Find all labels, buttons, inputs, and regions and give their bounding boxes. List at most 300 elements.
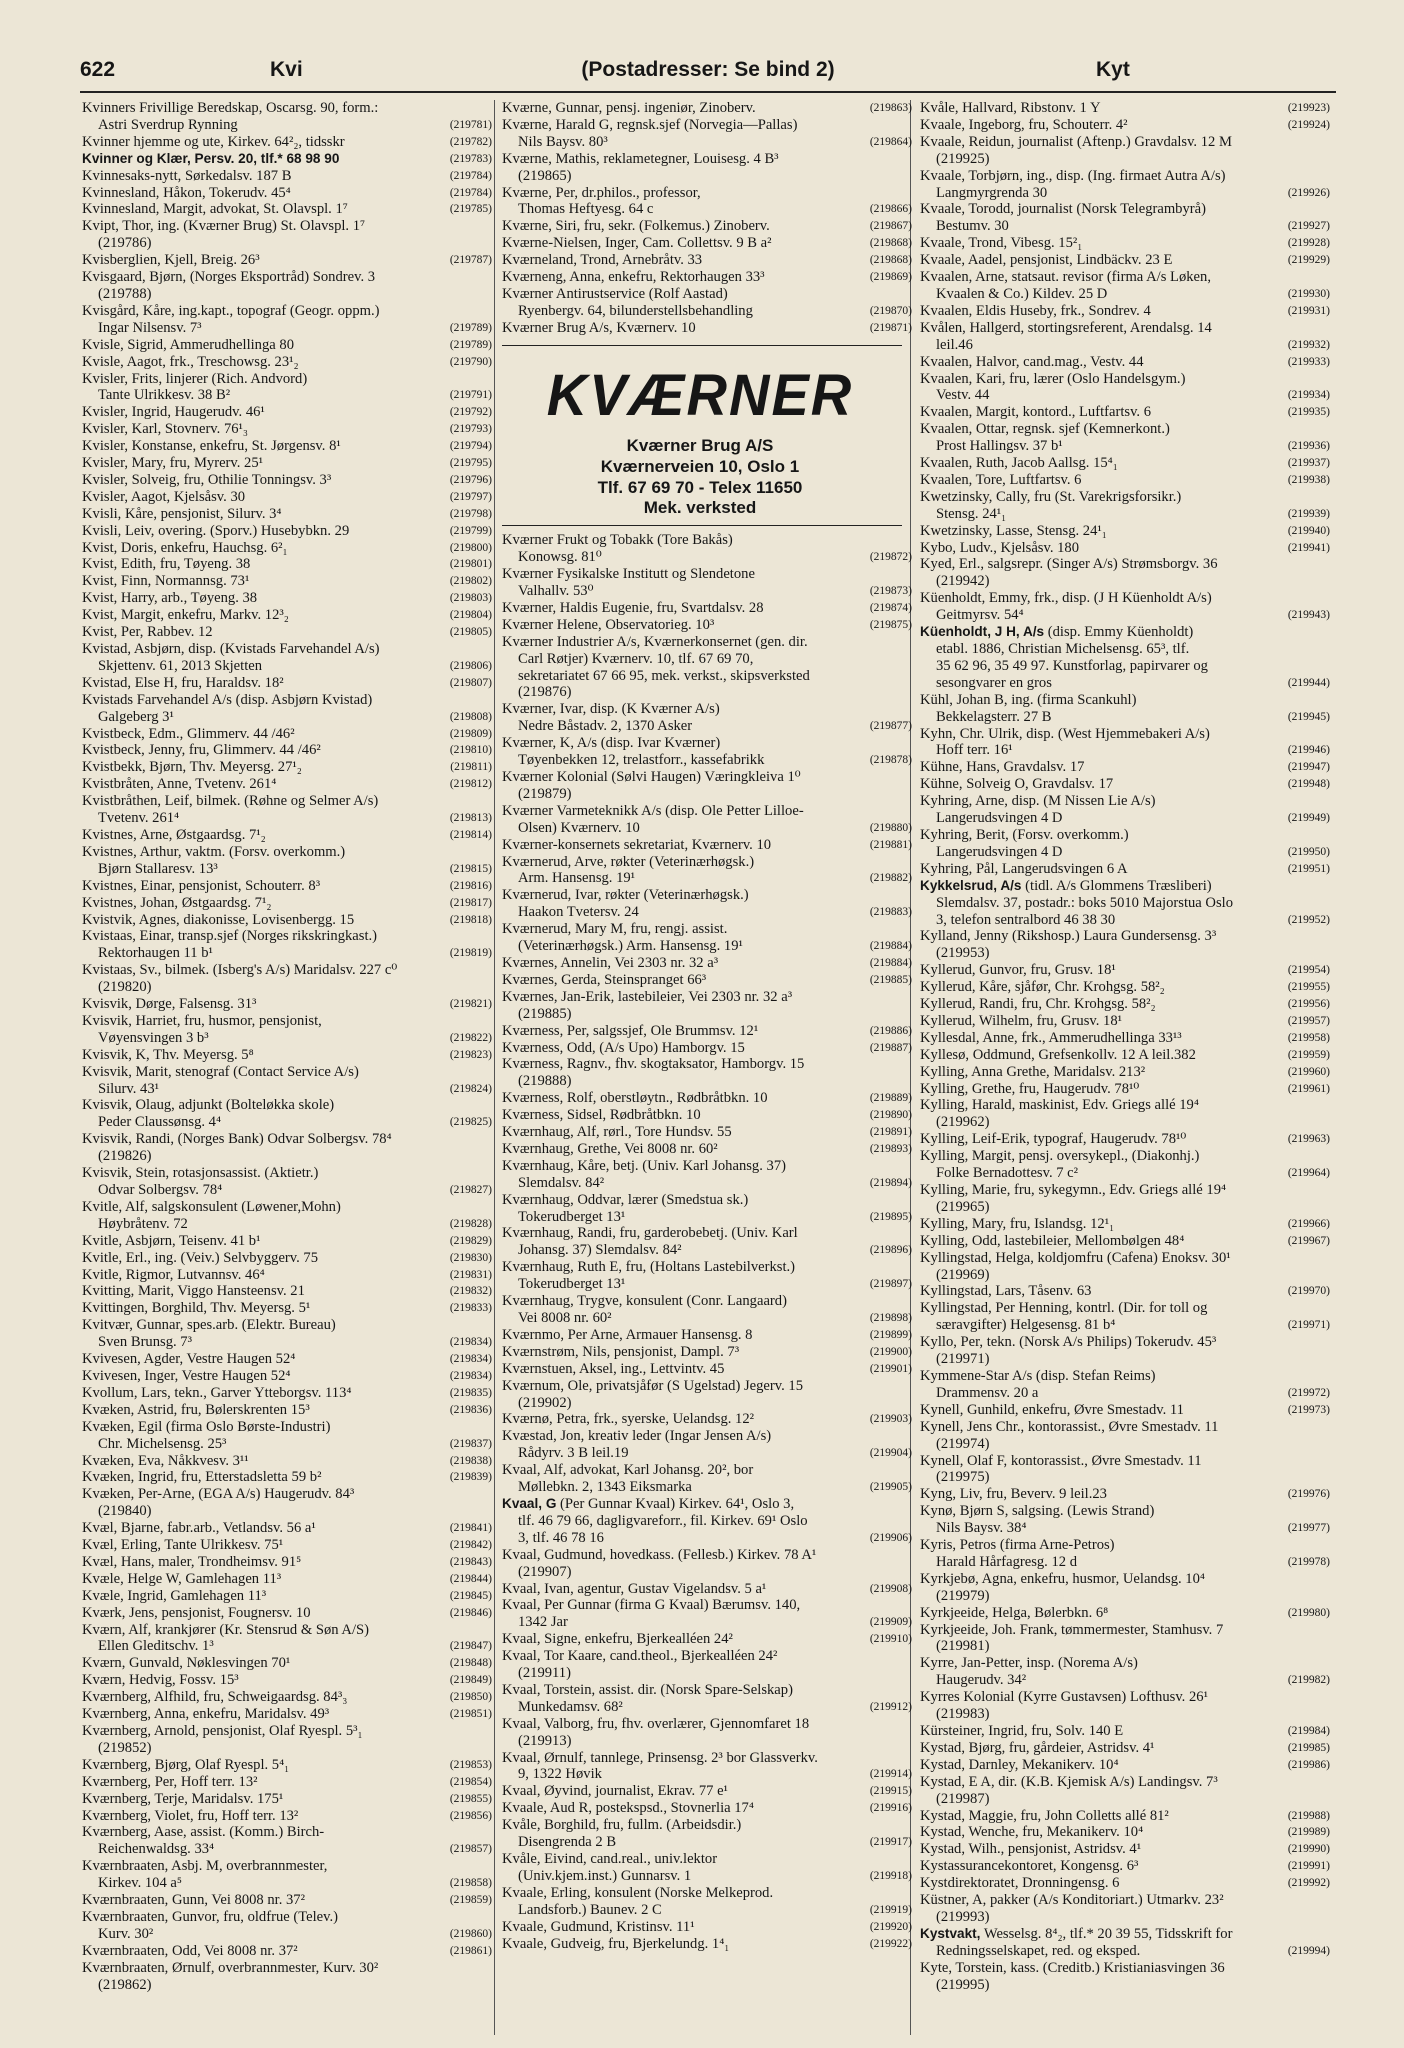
listing-entry bbox=[82, 168, 492, 185]
listing-text: Kvist, Edith, fru, Tøyeng. 38 bbox=[82, 556, 251, 573]
listing-entry bbox=[502, 955, 912, 972]
listing-continuation bbox=[502, 1175, 912, 1192]
listing-text: Kværnerud, Mary M, fru, rengj. assist. bbox=[502, 921, 728, 938]
listing-text: Kyllesdal, Anne, frk., Ammerudhellinga 33¹³ bbox=[920, 1029, 1182, 1046]
listing-text: Kværnes, Gerda, Steinspranget 66³ bbox=[502, 971, 707, 988]
listing-continuation bbox=[82, 1926, 492, 1943]
listing-number: (219899) bbox=[869, 1328, 912, 1341]
listing-entry bbox=[920, 979, 1330, 996]
listing-entry bbox=[920, 1808, 1330, 1825]
listing-text: (219979) bbox=[936, 1587, 990, 1604]
listing-text: Küstner, A, pakker (A/s Konditoriart.) Utmarkv. 23² bbox=[920, 1892, 1224, 1909]
listing-text: Kvitle, Alf, salgskonsulent (Løwener,Mohn) bbox=[82, 1198, 341, 1215]
column-3 bbox=[920, 100, 1330, 2030]
listing-number: (219904) bbox=[869, 1447, 912, 1460]
listing-entry bbox=[502, 701, 912, 718]
listing-text: Kyhn, Chr. Ulrik, disp. (West Hjemmebakeri A/s) bbox=[920, 725, 1210, 742]
listing-entry bbox=[502, 769, 912, 786]
listing-text: (219865) bbox=[518, 167, 572, 184]
listing-text: (219975) bbox=[936, 1469, 990, 1486]
listing-number: (219799) bbox=[449, 524, 492, 537]
listing-text: sesongvarer en gros bbox=[936, 674, 1052, 691]
listing-number: (219908) bbox=[869, 1582, 912, 1595]
listing-continuation bbox=[82, 658, 492, 675]
listing-entry bbox=[920, 1723, 1330, 1740]
listing-text: Rådyrv. 3 B leil.19 bbox=[518, 1445, 629, 1462]
listing-number: (219873) bbox=[869, 585, 912, 598]
listing-entry bbox=[502, 1682, 912, 1699]
listing-entry bbox=[920, 1486, 1330, 1503]
listing-number: (219801) bbox=[449, 558, 492, 571]
listing-text: Kvist, Doris, enkefru, Hauchsg. 6²₁ bbox=[82, 539, 288, 556]
listing-text: Kvaale, Gudveig, fru, Bjerkelundg. 1⁴₁ bbox=[502, 1935, 730, 1952]
listing-continuation bbox=[502, 168, 912, 185]
listing-text: Langerudsvingen 4 D bbox=[936, 843, 1063, 860]
listing-entry bbox=[502, 151, 912, 168]
listing-number: (219802) bbox=[449, 575, 492, 588]
listing-text: Kvistnes, Arne, Østgaardsg. 7¹₂ bbox=[82, 826, 266, 843]
listing-text: Kvaal, Torstein, assist. dir. (Norsk Spare-Selskap) bbox=[502, 1681, 793, 1698]
listing-continuation bbox=[502, 1479, 912, 1496]
header-right-word: Kyt bbox=[1096, 58, 1130, 81]
listing-text: Tokerudberget 13¹ bbox=[518, 1208, 626, 1225]
listing-text: Kvist, Margit, enkefru, Markv. 12³₂ bbox=[82, 607, 289, 624]
listing-text: Kvivesen, Inger, Vestre Haugen 52⁴ bbox=[82, 1367, 291, 1384]
listing-entry bbox=[82, 793, 492, 810]
listing-continuation bbox=[920, 1351, 1330, 1368]
listing-number: (219906) bbox=[869, 1531, 912, 1544]
listing-number: (219806) bbox=[449, 659, 492, 672]
listing-entry bbox=[82, 100, 492, 117]
listing-entry bbox=[82, 1385, 492, 1402]
listing-text: Küenholdt, Emmy, frk., disp. (J H Küenholdt A/s) bbox=[920, 590, 1212, 607]
listing-entry bbox=[920, 1453, 1330, 1470]
listing-number: (219973) bbox=[1287, 1403, 1330, 1416]
listing-entry bbox=[82, 996, 492, 1013]
listing-text: Kyllerud, Wilhelm, fru, Grusv. 18¹ bbox=[920, 1012, 1122, 1029]
listing-text: Kvistnes, Einar, pensjonist, Schouterr. 8³ bbox=[82, 877, 321, 894]
listing-text: Tøyenbekken 12, trelastforr., kassefabrikk bbox=[518, 752, 765, 769]
listing-entry bbox=[82, 1402, 492, 1419]
listing-continuation bbox=[920, 1317, 1330, 1334]
listing-text: Kvistads Farvehandel A/s (disp. Asbjørn Kvistad) bbox=[82, 691, 373, 708]
listing-text: Slemdalsv. 37, postadr.: boks 5010 Majorstua Oslo bbox=[936, 894, 1233, 911]
listing-text: Kværnum, Ole, privatsjåfør (S Ugelstad) Jegerv. 15 bbox=[502, 1377, 803, 1394]
listing-entry bbox=[920, 1689, 1330, 1706]
listing-text: Kværnhaug, Grethe, Vei 8008 nr. 60² bbox=[502, 1140, 718, 1157]
listing-entry bbox=[920, 455, 1330, 472]
listing-continuation bbox=[920, 641, 1330, 658]
listing-text: Kystvakt, Wesselsg. 8⁴₂, tlf.* 20 39 55, Tidsskrift for bbox=[920, 1925, 1233, 1942]
listing-text: Kvaale, Ingeborg, fru, Schouterr. 4² bbox=[920, 116, 1128, 133]
listing-text: Sven Brunsg. 7³ bbox=[98, 1334, 192, 1351]
listing-continuation bbox=[920, 1977, 1330, 1994]
listing-number: (219878) bbox=[869, 754, 912, 767]
listing-text: Kværnberg, Anna, enkefru, Maridalsv. 49³ bbox=[82, 1706, 330, 1723]
listing-text: (219911) bbox=[518, 1665, 571, 1682]
listing-entry bbox=[920, 1926, 1330, 1943]
listing-text: Høybråtenv. 72 bbox=[98, 1215, 188, 1232]
listing-continuation bbox=[920, 1638, 1330, 1655]
listing-text: Kvaal, Per Gunnar (firma G Kvaal) Bærumsv. 140, bbox=[502, 1597, 801, 1614]
listing-number: (219793) bbox=[449, 423, 492, 436]
listing-continuation bbox=[920, 438, 1330, 455]
listing-text: Kwetzinsky, Lasse, Stensg. 24¹₁ bbox=[920, 522, 1107, 539]
listing-number: (219800) bbox=[449, 541, 492, 554]
listing-continuation bbox=[502, 549, 912, 566]
listing-number: (219980) bbox=[1287, 1606, 1330, 1619]
listing-text: Kvaal, Alf, advokat, Karl Johansg. 20², bor bbox=[502, 1462, 754, 1479]
listing-entry bbox=[502, 1327, 912, 1344]
listing-entry bbox=[502, 1107, 912, 1124]
listing-continuation bbox=[502, 718, 912, 735]
listing-text: Munkedamsv. 68² bbox=[518, 1698, 623, 1715]
listing-continuation bbox=[920, 1943, 1330, 1960]
listing-text: tlf. 46 79 66, dagligvareforr., fil. Kirkev. 69¹ Oslo bbox=[518, 1512, 808, 1529]
listing-text: Kværner-konsernets sekretariat, Kværnerv. 10 bbox=[502, 836, 772, 853]
listing-entry bbox=[82, 1013, 492, 1030]
listing-text: Nils Baysv. 38⁴ bbox=[936, 1520, 1027, 1537]
listing-number: (219970) bbox=[1287, 1285, 1330, 1298]
listing-entry bbox=[920, 776, 1330, 793]
listing-entry bbox=[920, 100, 1330, 117]
listing-text: Vei 8008 nr. 60² bbox=[518, 1310, 612, 1326]
listing-entry bbox=[82, 912, 492, 929]
listing-text: Haakon Tvetersv. 24 bbox=[518, 904, 639, 921]
listing-text: Disengrenda 2 B bbox=[518, 1834, 617, 1851]
listing-entry bbox=[82, 1892, 492, 1909]
listing-text: Odvar Solbergsv. 78⁴ bbox=[98, 1182, 223, 1198]
listing-number: (219950) bbox=[1287, 845, 1330, 858]
listing-text: Kværnberg, Aase, assist. (Komm.) Birch- bbox=[82, 1824, 325, 1841]
listing-continuation bbox=[502, 1665, 912, 1682]
listing-entry bbox=[920, 1858, 1330, 1875]
listing-number: (219900) bbox=[869, 1345, 912, 1358]
listing-number: (219807) bbox=[449, 676, 492, 689]
listing-number: (219848) bbox=[449, 1657, 492, 1670]
listing-entry bbox=[920, 1030, 1330, 1047]
listing-text: Kystdirektoratet, Dronningensg. 6 bbox=[920, 1875, 1120, 1892]
listing-number: (219795) bbox=[449, 457, 492, 470]
listing-number: (219850) bbox=[449, 1691, 492, 1704]
listing-text: (219971) bbox=[936, 1351, 990, 1368]
listing-number: (219886) bbox=[869, 1024, 912, 1037]
listing-text: (219826) bbox=[98, 1148, 152, 1165]
listing-continuation bbox=[920, 844, 1330, 861]
listing-entry bbox=[502, 235, 912, 252]
listing-text: Ryenbergv. 64, bilunderstellsbehandling bbox=[518, 302, 753, 319]
listing-number: (219992) bbox=[1287, 1877, 1330, 1890]
listing-number: (219844) bbox=[449, 1572, 492, 1585]
listing-entry bbox=[82, 269, 492, 286]
listing-entry bbox=[82, 1672, 492, 1689]
listing-entry bbox=[502, 1192, 912, 1209]
listing-entry bbox=[502, 1259, 912, 1276]
listing-text: Kvisler, Konstanse, enkefru, St. Jørgensv. 8¹ bbox=[82, 438, 341, 455]
listing-text: 3, telefon sentralbord 46 38 30 bbox=[936, 911, 1116, 928]
listing-number: (219893) bbox=[869, 1142, 912, 1155]
listing-text: Kvistbråten, Anne, Tvetenv. 261⁴ bbox=[82, 776, 277, 793]
listing-number: (219790) bbox=[449, 355, 492, 368]
listing-text: Bestumv. 30 bbox=[936, 218, 1009, 235]
listing-text: Kvåle, Hallvard, Ribstonv. 1 Y bbox=[920, 100, 1101, 116]
listing-entry bbox=[920, 861, 1330, 878]
listing-text: (219965) bbox=[936, 1198, 990, 1215]
listing-entry bbox=[82, 185, 492, 202]
listing-entry bbox=[502, 1056, 912, 1073]
listing-number: (219930) bbox=[1287, 287, 1330, 300]
listing-entry bbox=[82, 1943, 492, 1960]
listing-text: Kværne, Mathis, reklametegner, Louisesg. 4 B³ bbox=[502, 150, 779, 167]
listing-text: Kvist, Per, Rabbev. 12 bbox=[82, 624, 213, 641]
listing-continuation bbox=[82, 1334, 492, 1351]
listing-number: (219982) bbox=[1287, 1674, 1330, 1687]
listing-number: (219798) bbox=[449, 507, 492, 520]
listing-entry bbox=[502, 1462, 912, 1479]
listing-text: Kvaale, Torbjørn, ing., disp. (Ing. firmaet Autra A/s) bbox=[920, 167, 1226, 184]
listing-entry bbox=[502, 1750, 912, 1767]
listing-entry bbox=[82, 1706, 492, 1723]
listing-text: Kvaalen, Eldis Huseby, frk., Sondrev. 4 bbox=[920, 302, 1151, 319]
listing-number: (219819) bbox=[449, 947, 492, 960]
listing-entry bbox=[502, 617, 912, 634]
listing-continuation bbox=[920, 1791, 1330, 1808]
listing-entry bbox=[920, 117, 1330, 134]
listing-entry bbox=[502, 1716, 912, 1733]
listing-entry bbox=[82, 1723, 492, 1740]
listing-text: Kværnbraaten, Gunvor, fru, oldfrue (Telev.) bbox=[82, 1908, 338, 1925]
listing-number: (219781) bbox=[449, 118, 492, 131]
listing-text: Chr. Michelsensg. 25³ bbox=[98, 1435, 227, 1452]
listing-text: (219969) bbox=[936, 1266, 990, 1283]
listing-number: (219915) bbox=[869, 1785, 912, 1798]
listing-entry bbox=[82, 134, 492, 151]
listing-number: (219922) bbox=[869, 1937, 912, 1950]
listing-number: (219972) bbox=[1287, 1386, 1330, 1399]
listing-number: (219782) bbox=[449, 135, 492, 148]
listing-text: Kynø, Bjørn S, salgsing. (Lewis Strand) bbox=[920, 1503, 1155, 1520]
listing-text: Kvistbråthen, Leif, bilmek. (Røhne og Selmer A/s) bbox=[82, 793, 379, 810]
listing-number: (219955) bbox=[1287, 981, 1330, 994]
listing-number: (219977) bbox=[1287, 1522, 1330, 1535]
listing-text: Redningsselskapet, red. og eksped. bbox=[936, 1942, 1141, 1959]
listing-entry bbox=[920, 1047, 1330, 1064]
listing-entry bbox=[502, 634, 912, 651]
listing-number: (219928) bbox=[1287, 237, 1330, 250]
listing-text: Kyllerud, Kåre, sjåfør, Chr. Krohgsg. 58²₂ bbox=[920, 979, 1165, 996]
listing-number: (219927) bbox=[1287, 220, 1330, 233]
listing-entry bbox=[502, 1124, 912, 1141]
listing-text: Møllebkn. 2, 1343 Eiksmarka bbox=[518, 1479, 692, 1496]
listing-text: 9, 1322 Høvik bbox=[518, 1766, 602, 1783]
listing-entry bbox=[82, 1520, 492, 1537]
listing-entry bbox=[920, 1013, 1330, 1030]
listing-text: Arm. Hansensg. 19¹ bbox=[518, 870, 636, 887]
listing-text: Kyllingstad, Per Henning, kontrl. (Dir. for toll og bbox=[920, 1300, 1208, 1317]
listing-entry bbox=[502, 1496, 912, 1513]
listing-entry bbox=[82, 421, 492, 438]
listing-text: Kyhring, Berit, (Forsv. overkomm.) bbox=[920, 826, 1129, 843]
listing-text: Kvisvik, Randi, (Norges Bank) Odvar Solbergsv. 78⁴ bbox=[82, 1131, 392, 1148]
listing-text: Kværnberg, Terje, Maridalsv. 175¹ bbox=[82, 1790, 284, 1807]
listing-continuation bbox=[82, 1081, 492, 1098]
listing-entry bbox=[82, 438, 492, 455]
listing-continuation bbox=[82, 861, 492, 878]
listing-entry bbox=[920, 1824, 1330, 1841]
listing-number: (219834) bbox=[449, 1336, 492, 1349]
listing-number: (219939) bbox=[1287, 507, 1330, 520]
listing-continuation bbox=[920, 387, 1330, 404]
listing-text: (219962) bbox=[936, 1114, 990, 1131]
listing-entry bbox=[920, 1216, 1330, 1233]
listing-text: Kvæle, Ingrid, Gamlehagen 11³ bbox=[82, 1587, 267, 1604]
listing-continuation bbox=[502, 1209, 912, 1226]
listing-continuation bbox=[920, 1165, 1330, 1182]
listing-entry bbox=[82, 252, 492, 269]
listing-text: (219876) bbox=[518, 684, 572, 701]
listing-number: (219956) bbox=[1287, 998, 1330, 1011]
listing-text: Kyllerud, Randi, fru, Chr. Krohgsg. 58²₂ bbox=[920, 996, 1156, 1013]
listing-entry bbox=[920, 726, 1330, 743]
listing-entry bbox=[920, 472, 1330, 489]
listing-text: Kværne, Harald G, regnsk.sjef (Norvegia—Pallas) bbox=[502, 116, 798, 133]
listing-number: (219885) bbox=[869, 973, 912, 986]
listing-text: Kystad, Wilh., pensjonist, Astridsv. 4¹ bbox=[920, 1841, 1142, 1858]
listing-number: (219818) bbox=[449, 913, 492, 926]
listing-text: Kvistnes, Johan, Østgaardsg. 7¹₂ bbox=[82, 894, 272, 911]
listing-text: Ellen Gleditschv. 1³ bbox=[98, 1638, 214, 1655]
listing-entry bbox=[502, 1783, 912, 1800]
listing-number: (219822) bbox=[449, 1031, 492, 1044]
listing-continuation bbox=[502, 303, 912, 320]
listing-continuation bbox=[82, 709, 492, 726]
listing-text: Kvaalen, Kari, fru, lærer (Oslo Handelsgym.) bbox=[920, 370, 1186, 387]
listing-number: (219882) bbox=[869, 872, 912, 885]
listing-text: Kvitle, Rigmor, Lutvannsv. 46⁴ bbox=[82, 1266, 265, 1283]
listing-number: (219910) bbox=[869, 1633, 912, 1646]
listing-entry bbox=[920, 523, 1330, 540]
listing-text: Kvisvik, Dørge, Falsensg. 31³ bbox=[82, 996, 257, 1013]
listing-entry bbox=[82, 928, 492, 945]
listing-text: Kykkelsrud, A/s (tidl. A/s Glommens Træsliberi) bbox=[920, 877, 1212, 894]
listing-number: (219918) bbox=[869, 1869, 912, 1882]
listing-text: Kværner Varmeteknikk A/s (disp. Ole Petter Lilloe- bbox=[502, 802, 804, 819]
listing-continuation bbox=[920, 895, 1330, 912]
listing-text: Silurv. 43¹ bbox=[98, 1080, 159, 1097]
listing-text: Kvaalen, Ruth, Jacob Aallsg. 15⁴₁ bbox=[920, 455, 1118, 472]
listing-number: (219868) bbox=[869, 237, 912, 250]
listing-text: Kværn, Alf, krankjører (Kr. Stensrud & Søn A/S) bbox=[82, 1621, 369, 1638]
listing-text: Kvisvik, Harriet, fru, husmor, pensjonist, bbox=[82, 1012, 322, 1029]
listing-number: (219837) bbox=[449, 1437, 492, 1450]
listing-continuation bbox=[920, 742, 1330, 759]
listing-number: (219828) bbox=[449, 1217, 492, 1230]
listing-continuation bbox=[920, 810, 1330, 827]
listing-text: (219788) bbox=[98, 285, 152, 302]
listing-text: Kværn, Hedvig, Fossv. 15³ bbox=[82, 1672, 239, 1689]
listing-text: (219888) bbox=[518, 1073, 572, 1090]
listing-number: (219967) bbox=[1287, 1234, 1330, 1247]
listing-text: Kværnhaug, Oddvar, lærer (Smedstua sk.) bbox=[502, 1191, 749, 1208]
listing-text: Kvisler, Solveig, fru, Othilie Tonningsv. 3³ bbox=[82, 471, 332, 488]
listing-entry bbox=[82, 303, 492, 320]
listing-entry bbox=[82, 675, 492, 692]
listing-entry bbox=[502, 600, 912, 617]
listing-text: Johansg. 37) Slemdalsv. 84² bbox=[518, 1242, 682, 1259]
column-2 bbox=[502, 100, 912, 2030]
listing-number: (219895) bbox=[869, 1210, 912, 1223]
listing-entry bbox=[82, 692, 492, 709]
listing-continuation bbox=[920, 1909, 1330, 1926]
listing-continuation bbox=[920, 1672, 1330, 1689]
listing-text: Kværnhaug, Trygve, konsulent (Conr. Langaard) bbox=[502, 1293, 787, 1310]
listing-number: (219824) bbox=[449, 1082, 492, 1095]
listing-number: (219917) bbox=[869, 1836, 912, 1849]
listing-entry bbox=[82, 151, 492, 168]
listing-text: Kvisli, Leiv, overing. (Sporv.) Husebybkn. 29 bbox=[82, 522, 350, 539]
listing-number: (219784) bbox=[449, 186, 492, 199]
listing-entry bbox=[920, 1334, 1330, 1351]
listing-text: Kvist, Harry, arb., Tøyeng. 38 bbox=[82, 590, 258, 607]
listing-entry bbox=[502, 1225, 912, 1242]
listing-number: (219954) bbox=[1287, 964, 1330, 977]
listing-text: Kværne, Gunnar, pensj. ingeniør, Zinoberv. bbox=[502, 100, 756, 116]
listing-text: Kvåle, Borghild, fru, fullm. (Arbeidsdir.) bbox=[502, 1817, 742, 1834]
listing-continuation bbox=[920, 1554, 1330, 1571]
listing-text: Kylling, Marie, fru, sykegymn., Edv. Griegs allé 19⁴ bbox=[920, 1182, 1227, 1198]
listing-entry bbox=[82, 1757, 492, 1774]
listing-entry bbox=[920, 1892, 1330, 1909]
listing-text: Kynell, Gunhild, enkefru, Øvre Smestadv. 11 bbox=[920, 1401, 1184, 1418]
listing-number: (219815) bbox=[449, 862, 492, 875]
listing-entry bbox=[502, 1378, 912, 1395]
listing-entry bbox=[82, 1909, 492, 1926]
listing-entry bbox=[82, 1486, 492, 1503]
listing-text: Kvisler, Aagot, Kjelsåsv. 30 bbox=[82, 488, 246, 505]
listing-text: Kvaalen, Margit, kontord., Luftfartsv. 6 bbox=[920, 404, 1152, 421]
listing-number: (219897) bbox=[869, 1278, 912, 1291]
listing-entry bbox=[920, 1740, 1330, 1757]
listing-text: Kvæl, Erling, Tante Ulrikkesv. 75¹ bbox=[82, 1537, 284, 1554]
listing-number: (219796) bbox=[449, 473, 492, 486]
listing-continuation bbox=[502, 1242, 912, 1259]
listing-text: Kvæle, Helge W, Gamlehagen 11³ bbox=[82, 1570, 282, 1587]
listing-number: (219841) bbox=[449, 1522, 492, 1535]
listing-number: (219863) bbox=[869, 102, 912, 114]
listing-number: (219792) bbox=[449, 406, 492, 419]
listing-number: (219838) bbox=[449, 1454, 492, 1467]
listing-entry bbox=[920, 1283, 1330, 1300]
listing-text: Kvaalen, Arne, statsaut. revisor (firma A/s Løken, bbox=[920, 269, 1211, 286]
listing-number: (219909) bbox=[869, 1616, 912, 1629]
listing-text: Kvæstad, Jon, kreativ leder (Ingar Jensen A/s) bbox=[502, 1428, 772, 1445]
listing-text: 3, tlf. 46 78 16 bbox=[518, 1529, 604, 1546]
listing-text: (219885) bbox=[518, 1005, 572, 1022]
listing-continuation bbox=[502, 1006, 912, 1023]
listing-continuation bbox=[82, 1740, 492, 1757]
listing-entry bbox=[82, 878, 492, 895]
listing-text: Kvistbeck, Jenny, fru, Glimmerv. 44 /46² bbox=[82, 742, 321, 759]
listing-entry bbox=[82, 624, 492, 641]
listing-text: Kvæl, Bjarne, fabr.arb., Vetlandsv. 56 a¹ bbox=[82, 1520, 316, 1537]
listing-entry bbox=[82, 962, 492, 979]
listing-number: (219951) bbox=[1287, 862, 1330, 875]
listing-entry bbox=[82, 1317, 492, 1334]
listing-text: Kystad, E A, dir. (K.B. Kjemisk A/s) Landingsv. 7³ bbox=[920, 1773, 1218, 1790]
listing-number: (219785) bbox=[449, 203, 492, 216]
listing-text: Kværness, Per, salgssjef, Ole Brummsv. 12¹ bbox=[502, 1022, 759, 1039]
listing-text: Kværner, Haldis Eugenie, fru, Svartdalsv. 28 bbox=[502, 599, 764, 616]
